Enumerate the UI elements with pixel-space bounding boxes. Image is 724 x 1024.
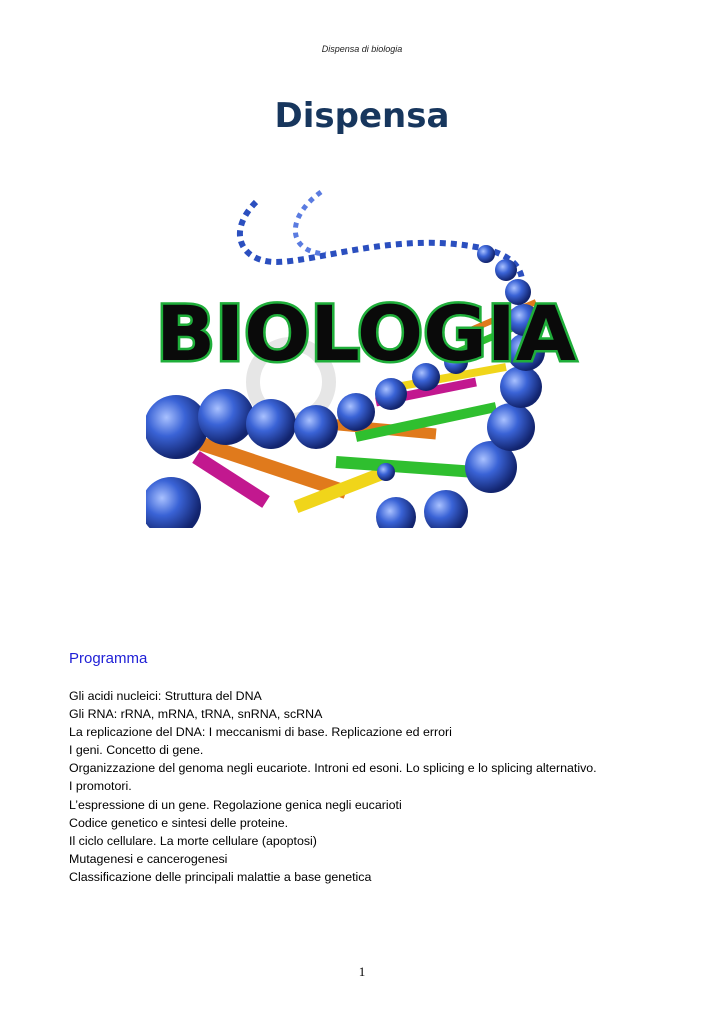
- list-item: Gli RNA: rRNA, mRNA, tRNA, snRNA, scRNA: [69, 707, 323, 722]
- list-item: Classificazione delle principali malattie a base genetica: [69, 869, 372, 884]
- cover-word: BIOLOGIA: [156, 289, 577, 378]
- page-number: 1: [358, 964, 366, 979]
- list-item: La replicazione del DNA: I meccanismi di base. Replicazione ed errori: [69, 725, 452, 740]
- list-item: L’espressione di un gene. Regolazione genica negli eucarioti: [69, 797, 402, 812]
- document-title: Dispensa: [274, 96, 450, 136]
- list-item: Organizzazione del genoma negli eucariote. Introni ed esoni. Lo splicing e lo splicing alternativo.: [69, 761, 597, 776]
- list-item: Mutagenesi e cancerogenesi: [69, 851, 228, 866]
- cover-illustration: [146, 172, 590, 528]
- list-item: I promotori.: [69, 779, 132, 794]
- list-item: Il ciclo cellulare. La morte cellulare (apoptosi): [69, 833, 317, 848]
- list-item: I geni. Concetto di gene.: [69, 743, 204, 758]
- list-item: Codice genetico e sintesi delle proteine.: [69, 815, 289, 830]
- running-header: Dispensa di biologia: [321, 44, 403, 54]
- program-list: [69, 687, 669, 886]
- program-heading: Programma: [69, 650, 148, 667]
- list-item: Gli acidi nucleici: Struttura del DNA: [69, 689, 262, 703]
